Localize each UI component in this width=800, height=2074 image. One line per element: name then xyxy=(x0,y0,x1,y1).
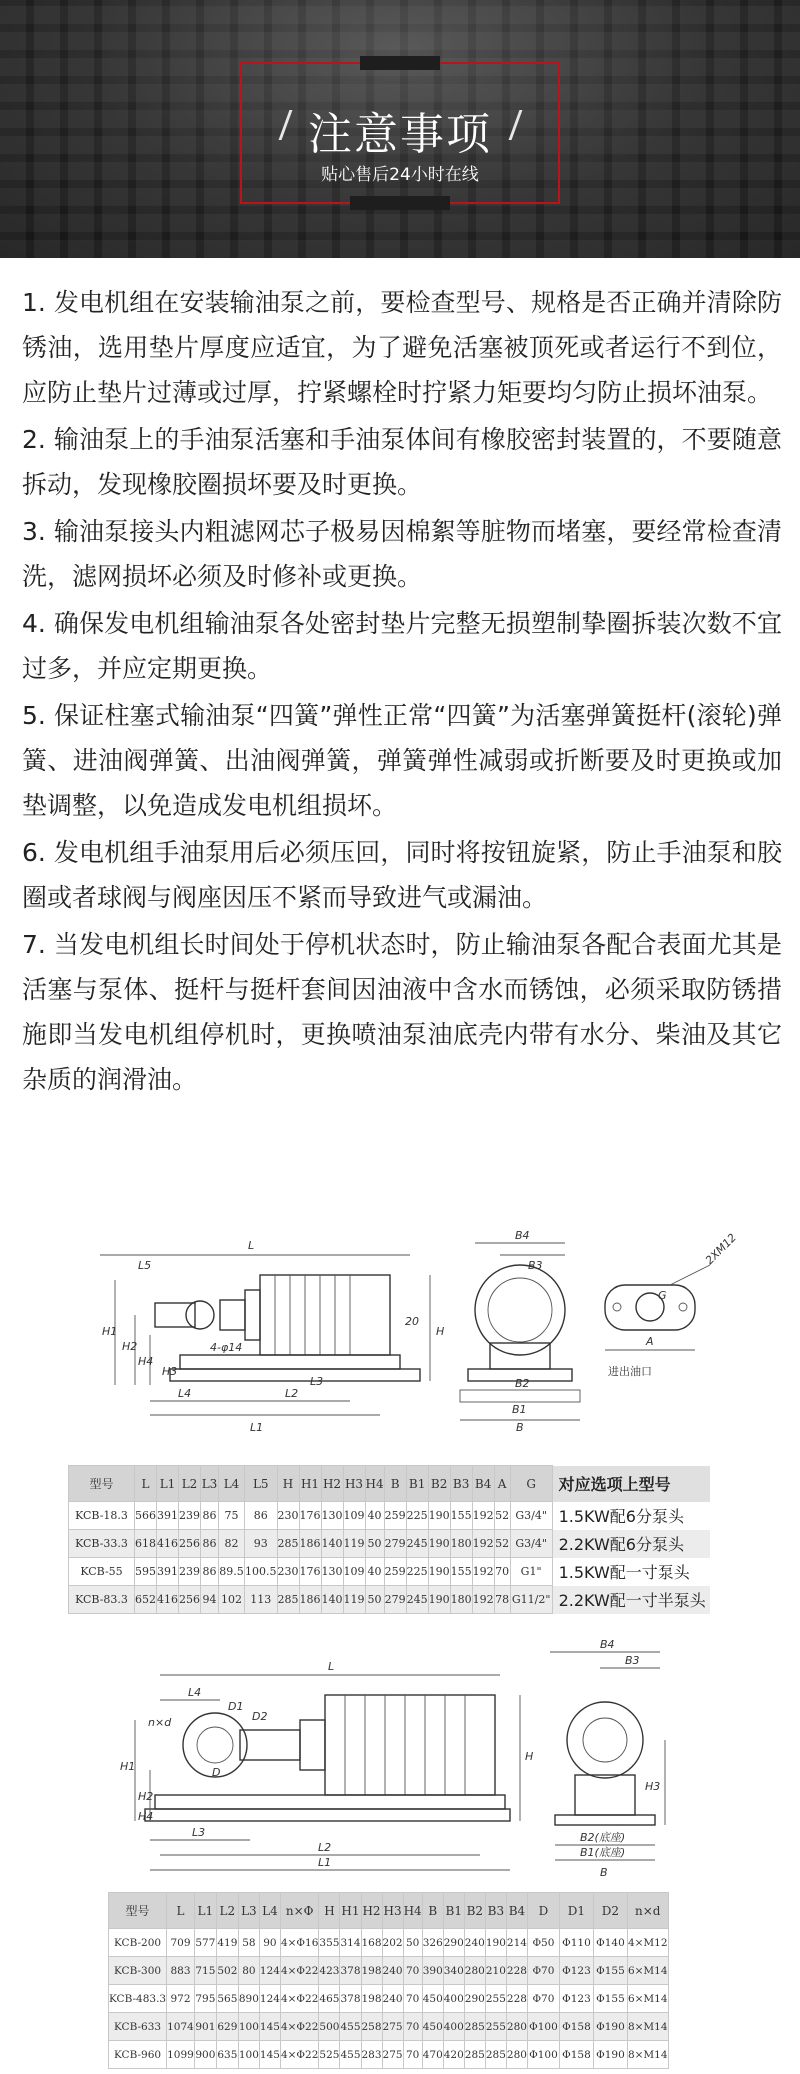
table-cell: 198 xyxy=(361,1957,382,1985)
table-cell: 228 xyxy=(506,1957,527,1985)
dim-label: L xyxy=(248,1239,255,1252)
dim-label: H3 xyxy=(645,1780,661,1793)
table-row xyxy=(109,2041,669,2069)
table-cell: 86 xyxy=(201,1502,219,1530)
table-cell: 465 xyxy=(319,1985,340,2013)
dim-label: H4 xyxy=(138,1355,154,1368)
table-cell: 326 xyxy=(422,1929,443,1957)
table-cell: Φ100 xyxy=(527,2013,559,2041)
dim-label: B4 xyxy=(600,1640,615,1651)
table-cell: 618 xyxy=(135,1530,157,1558)
table-cell: Φ155 xyxy=(593,1985,627,2013)
table-cell: 6×M14 xyxy=(627,1985,668,2013)
table-cell: 109 xyxy=(343,1502,365,1530)
table-cell: 239 xyxy=(179,1502,201,1530)
table-cell: Φ70 xyxy=(527,1985,559,2013)
table-cell: 192 xyxy=(472,1502,494,1530)
table-cell: 502 xyxy=(216,1957,238,1985)
table-cell: 285 xyxy=(485,2041,506,2069)
table-cell: 228 xyxy=(506,1985,527,2013)
table-cell: 280 xyxy=(506,2013,527,2041)
dim-label: L5 xyxy=(138,1259,152,1272)
table-cell: 890 xyxy=(238,1985,259,2013)
table-cell: 470 xyxy=(422,2041,443,2069)
dim-label: L4 xyxy=(188,1686,202,1699)
table-cell: 577 xyxy=(194,1929,216,1957)
table-cell: 124 xyxy=(259,1985,280,2013)
table-header: B3 xyxy=(450,1466,472,1502)
table-cell: 8×M14 xyxy=(627,2013,668,2041)
dim-label: B2(底座) xyxy=(580,1831,626,1844)
table-cell: 283 xyxy=(361,2041,382,2069)
table-cell: 100 xyxy=(238,2041,259,2069)
table-row xyxy=(69,1586,711,1614)
table-cell: 90 xyxy=(259,1929,280,1957)
table-cell: 86 xyxy=(245,1502,278,1530)
dim-label: L4 xyxy=(178,1387,192,1400)
table-cell: 378 xyxy=(340,1957,361,1985)
table-header: H2 xyxy=(321,1466,343,1502)
pump-drawing-2 xyxy=(100,1640,680,1880)
table-cell: 100.5 xyxy=(245,1558,278,1586)
table-header: B3 xyxy=(485,1893,506,1929)
table-cell: 40 xyxy=(365,1502,384,1530)
note-item: 1. 发电机组在安装输油泵之前，要检查型号、规格是否正确并清除防锈油，选用垫片厚度应适宜，为了避免活塞被顶死或者运行不到位，应防止垫片过薄或过厚，拧紧螺栓时拧紧力矩要均匀防止损坏油泵。 xyxy=(22,288,782,407)
dim-label: L2 xyxy=(285,1387,299,1400)
table-cell: 119 xyxy=(343,1530,365,1558)
table-cell: Φ158 xyxy=(559,2041,593,2069)
dim-label: L1 xyxy=(318,1856,332,1869)
table-cell: 82 xyxy=(219,1530,245,1558)
header-banner xyxy=(0,0,800,258)
table-header: H xyxy=(319,1893,340,1929)
dim-label: B xyxy=(600,1866,608,1879)
table-cell: 145 xyxy=(259,2041,280,2069)
table-cell: 190 xyxy=(428,1530,450,1558)
table-cell: 70 xyxy=(403,2041,422,2069)
table-cell: 80 xyxy=(238,1957,259,1985)
frame-gap xyxy=(350,196,450,210)
table-cell-option: 2.2KW配6分泵头 xyxy=(552,1530,710,1558)
table-cell: 192 xyxy=(472,1558,494,1586)
table-cell: 390 xyxy=(422,1957,443,1985)
table-cell: 355 xyxy=(319,1929,340,1957)
table-cell: 378 xyxy=(340,1985,361,2013)
table-cell: 635 xyxy=(216,2041,238,2069)
table-cell: 259 xyxy=(384,1558,406,1586)
dim-label: n×d xyxy=(148,1716,172,1729)
table-header: H1 xyxy=(340,1893,361,1929)
table-header: H xyxy=(277,1466,299,1502)
table-cell: G3/4" xyxy=(510,1530,552,1558)
table-cell: 500 xyxy=(319,2013,340,2041)
table-cell: 140 xyxy=(321,1586,343,1614)
table-cell: Φ155 xyxy=(593,1957,627,1985)
dim-label: B1 xyxy=(512,1403,527,1416)
table-header: A xyxy=(494,1466,510,1502)
dim-label: 4-φ14 xyxy=(210,1341,243,1354)
table-cell: 258 xyxy=(361,2013,382,2041)
dim-label: 2XM12 xyxy=(702,1231,740,1268)
table-cell: 391 xyxy=(157,1558,179,1586)
table-cell: 290 xyxy=(464,1985,485,2013)
table-cell: 4×Φ22 xyxy=(280,2013,318,2041)
table-cell: 416 xyxy=(157,1530,179,1558)
table-cell: 972 xyxy=(167,1985,195,2013)
table-cell: 279 xyxy=(384,1530,406,1558)
table-cell: 652 xyxy=(135,1586,157,1614)
table-cell: 230 xyxy=(277,1558,299,1586)
table-cell: 190 xyxy=(428,1586,450,1614)
table-header: H4 xyxy=(365,1466,384,1502)
table-cell: 52 xyxy=(494,1502,510,1530)
table-cell: 423 xyxy=(319,1957,340,1985)
table-header: H1 xyxy=(299,1466,321,1502)
table-cell: KCB-960 xyxy=(109,2041,167,2069)
table-cell: 285 xyxy=(277,1530,299,1558)
table-cell: 525 xyxy=(319,2041,340,2069)
dim-label: H xyxy=(525,1750,534,1763)
table-row xyxy=(109,1957,669,1985)
note-item: 2. 输油泵上的手油泵活塞和手油泵体间有橡胶密封装置的，不要随意拆动，发现橡胶圈损坏要及时更换。 xyxy=(22,425,782,499)
table-cell: Φ158 xyxy=(559,2013,593,2041)
table-cell: 400 xyxy=(443,2013,464,2041)
table-cell: 119 xyxy=(343,1586,365,1614)
table-cell: 176 xyxy=(299,1558,321,1586)
table-cell: 70 xyxy=(494,1558,510,1586)
table-cell: 94 xyxy=(201,1586,219,1614)
table-header: 型号 xyxy=(109,1893,167,1929)
table-cell: 391 xyxy=(157,1502,179,1530)
table-cell: 4×M12 xyxy=(627,1929,668,1957)
table-header: D1 xyxy=(559,1893,593,1929)
table-row xyxy=(69,1502,711,1530)
table-cell: 280 xyxy=(506,2041,527,2069)
table-cell: KCB-633 xyxy=(109,2013,167,2041)
table-cell: 245 xyxy=(406,1530,428,1558)
table-cell: 230 xyxy=(277,1502,299,1530)
table-cell: Φ70 xyxy=(527,1957,559,1985)
table-cell: 279 xyxy=(384,1586,406,1614)
table-cell: 6×M14 xyxy=(627,1957,668,1985)
table-row xyxy=(69,1530,711,1558)
table-header: H3 xyxy=(343,1466,365,1502)
table-cell: 259 xyxy=(384,1502,406,1530)
table-header: L5 xyxy=(245,1466,278,1502)
table-cell: 256 xyxy=(179,1586,201,1614)
table-header: B1 xyxy=(406,1466,428,1502)
note-item: 3. 输油泵接头内粗滤网芯子极易因棉絮等脏物而堵塞，要经常检查清洗，滤网损坏必须及时修补或更换。 xyxy=(22,517,782,591)
table-cell: 795 xyxy=(194,1985,216,2013)
table-cell: 455 xyxy=(340,2041,361,2069)
table-cell: 285 xyxy=(277,1586,299,1614)
dim-label: H2 xyxy=(122,1340,138,1353)
table-header: L2 xyxy=(216,1893,238,1929)
table-cell: 50 xyxy=(365,1586,384,1614)
table-cell: 155 xyxy=(450,1558,472,1586)
table-cell: 100 xyxy=(238,2013,259,2041)
table-header: L4 xyxy=(259,1893,280,1929)
table-cell: 4×Φ22 xyxy=(280,2041,318,2069)
table-cell: 168 xyxy=(361,1929,382,1957)
page-title: 注意事项 xyxy=(308,109,492,160)
table-cell: 340 xyxy=(443,1957,464,1985)
table-cell: 629 xyxy=(216,2013,238,2041)
table-cell: Φ123 xyxy=(559,1985,593,2013)
dim-label: 进出油口 xyxy=(608,1365,652,1378)
table-cell: 8×M14 xyxy=(627,2041,668,2069)
dim-label: D2 xyxy=(252,1710,268,1723)
dim-label: L3 xyxy=(192,1826,206,1839)
table-cell: 190 xyxy=(485,1929,506,1957)
table-cell: KCB-33.3 xyxy=(69,1530,135,1558)
table-cell: 75 xyxy=(219,1502,245,1530)
table-cell: 210 xyxy=(485,1957,506,1985)
table-cell: 314 xyxy=(340,1929,361,1957)
table-header: B xyxy=(422,1893,443,1929)
table-cell: 155 xyxy=(450,1502,472,1530)
table-cell: 130 xyxy=(321,1558,343,1586)
table-row xyxy=(69,1558,711,1586)
table-cell: 419 xyxy=(216,1929,238,1957)
table-cell: 290 xyxy=(443,1929,464,1957)
table-cell: 275 xyxy=(382,2013,403,2041)
note-item: 6. 发电机组手油泵用后必须压回，同时将按钮旋紧，防止手油泵和胶圈或者球阀与阀座因压不紧而导致进气或漏油。 xyxy=(22,838,782,912)
table-header: B xyxy=(384,1466,406,1502)
page-subtitle: 贴心售后24小时在线 xyxy=(321,165,479,185)
table-cell: 130 xyxy=(321,1502,343,1530)
table-row xyxy=(109,1929,669,1957)
table-cell: 186 xyxy=(299,1530,321,1558)
table-header: L1 xyxy=(157,1466,179,1502)
table-cell: 40 xyxy=(365,1558,384,1586)
table-cell: G3/4" xyxy=(510,1502,552,1530)
table-cell: 901 xyxy=(194,2013,216,2041)
table-cell: 198 xyxy=(361,1985,382,2013)
table-cell: KCB-83.3 xyxy=(69,1586,135,1614)
table-header: L4 xyxy=(219,1466,245,1502)
dim-label: L xyxy=(328,1660,335,1673)
table-cell: 455 xyxy=(340,2013,361,2041)
table-cell: 86 xyxy=(201,1558,219,1586)
table-header-row xyxy=(109,1893,669,1929)
table-header: B2 xyxy=(428,1466,450,1502)
table-cell: 900 xyxy=(194,2041,216,2069)
table-header: B4 xyxy=(506,1893,527,1929)
table-cell: 420 xyxy=(443,2041,464,2069)
table-cell: 192 xyxy=(472,1530,494,1558)
table-cell: 240 xyxy=(382,1985,403,2013)
table-cell: 190 xyxy=(428,1558,450,1586)
table-cell: 113 xyxy=(245,1586,278,1614)
note-item: 4. 确保发电机组输油泵各处密封垫片完整无损塑制挚圈拆装次数不宜过多，并应定期更换。 xyxy=(22,609,782,683)
table-cell: 86 xyxy=(201,1530,219,1558)
table-header: H2 xyxy=(361,1893,382,1929)
table-cell: 715 xyxy=(194,1957,216,1985)
pump-drawing-2-svg xyxy=(100,1640,680,1880)
dim-label: B3 xyxy=(528,1259,543,1272)
dim-label: A xyxy=(646,1335,654,1348)
table-header-option: 对应选项上型号 xyxy=(552,1466,710,1502)
table-cell: 4×Φ22 xyxy=(280,1985,318,2013)
table-cell: 416 xyxy=(157,1586,179,1614)
table-header: B2 xyxy=(464,1893,485,1929)
table-header: 型号 xyxy=(69,1466,135,1502)
table-cell: 109 xyxy=(343,1558,365,1586)
table-cell: 192 xyxy=(472,1586,494,1614)
table-cell: 102 xyxy=(219,1586,245,1614)
spec-table-2 xyxy=(108,1892,669,2069)
table-cell: 1074 xyxy=(167,2013,195,2041)
table-cell: 709 xyxy=(167,1929,195,1957)
note-item: 5. 保证柱塞式输油泵“四簧”弹性正常“四簧”为活塞弹簧挺杆(滚轮)弹簧、进油阀弹簧、出油阀弹簧，弹簧弹性减弱或折断要及时更换或加垫调整，以免造成发电机组损坏。 xyxy=(22,701,782,820)
table-cell: 225 xyxy=(406,1558,428,1586)
pump-drawing-1-svg xyxy=(60,1225,750,1445)
table-cell: Φ100 xyxy=(527,2041,559,2069)
table-cell: 255 xyxy=(485,1985,506,2013)
table-cell: G11/2" xyxy=(510,1586,552,1614)
table-cell: 52 xyxy=(494,1530,510,1558)
table-cell: 93 xyxy=(245,1530,278,1558)
spec-table-1 xyxy=(68,1465,711,1614)
table-header: H4 xyxy=(403,1893,422,1929)
table-cell: 186 xyxy=(299,1586,321,1614)
table-header: G xyxy=(510,1466,552,1502)
dim-label: D1 xyxy=(228,1700,244,1713)
table-cell: Φ140 xyxy=(593,1929,627,1957)
dim-label: H xyxy=(436,1325,445,1338)
table-header: n×Φ xyxy=(280,1893,318,1929)
dim-label: L2 xyxy=(318,1841,332,1854)
table-cell: 566 xyxy=(135,1502,157,1530)
table-header: L2 xyxy=(179,1466,201,1502)
table-cell: 240 xyxy=(382,1957,403,1985)
notes-list xyxy=(22,280,782,1102)
table-header: B4 xyxy=(472,1466,494,1502)
table-cell: 190 xyxy=(428,1502,450,1530)
table-cell: 140 xyxy=(321,1530,343,1558)
table-cell: 400 xyxy=(443,1985,464,2013)
table-cell: 70 xyxy=(403,1985,422,2013)
frame-gap xyxy=(360,56,440,70)
table-cell: 285 xyxy=(464,2041,485,2069)
dim-label: B2 xyxy=(515,1377,530,1390)
table-row xyxy=(109,1985,669,2013)
table-cell: 70 xyxy=(403,1957,422,1985)
table-cell: 450 xyxy=(422,1985,443,2013)
table-header: L3 xyxy=(201,1466,219,1502)
table-cell: 225 xyxy=(406,1502,428,1530)
dim-label: H1 xyxy=(120,1760,136,1773)
table-header-row xyxy=(69,1466,711,1502)
table-header: L3 xyxy=(238,1893,259,1929)
dim-label: G xyxy=(658,1289,667,1302)
table-header: D xyxy=(527,1893,559,1929)
table-cell: 176 xyxy=(299,1502,321,1530)
table-row xyxy=(109,2013,669,2041)
dim-label: B3 xyxy=(625,1654,640,1667)
table-cell: KCB-55 xyxy=(69,1558,135,1586)
table-cell: 70 xyxy=(403,2013,422,2041)
table-cell: 883 xyxy=(167,1957,195,1985)
table-cell: 595 xyxy=(135,1558,157,1586)
table-cell: Φ190 xyxy=(593,2041,627,2069)
dim-label: H4 xyxy=(138,1810,154,1823)
dim-label: B xyxy=(516,1421,524,1434)
table-cell-option: 1.5KW配6分泵头 xyxy=(552,1502,710,1530)
note-item: 7. 当发电机组长时间处于停机状态时，防止输油泵各配合表面尤其是活塞与泵体、挺杆与挺杆套间因油液中含水而锈蚀，必须采取防锈措施即当发电机组停机时，更换喷油泵油底壳内带有水分、柴油及其它杂质的润滑油。 xyxy=(22,930,782,1094)
table-cell: 180 xyxy=(450,1530,472,1558)
dim-label: B4 xyxy=(515,1229,530,1242)
table-cell-option: 2.2KW配一寸半泵头 xyxy=(552,1586,710,1614)
table-cell: KCB-483.3 xyxy=(109,1985,167,2013)
table-cell: KCB-300 xyxy=(109,1957,167,1985)
table-cell: 180 xyxy=(450,1586,472,1614)
table-cell: 275 xyxy=(382,2041,403,2069)
table-cell: 1099 xyxy=(167,2041,195,2069)
table-cell: 256 xyxy=(179,1530,201,1558)
table-cell: KCB-18.3 xyxy=(69,1502,135,1530)
table-cell: KCB-200 xyxy=(109,1929,167,1957)
table-cell: 4×Φ22 xyxy=(280,1957,318,1985)
table-cell: 50 xyxy=(365,1530,384,1558)
table-cell: Φ123 xyxy=(559,1957,593,1985)
table-cell: 78 xyxy=(494,1586,510,1614)
table-cell: 245 xyxy=(406,1586,428,1614)
dim-label: H3 xyxy=(162,1365,178,1378)
table-cell: 124 xyxy=(259,1957,280,1985)
table-cell: 285 xyxy=(464,2013,485,2041)
dim-label: H2 xyxy=(138,1790,154,1803)
pump-drawing-1 xyxy=(60,1225,750,1445)
table-cell: 202 xyxy=(382,1929,403,1957)
table-cell: 214 xyxy=(506,1929,527,1957)
dim-label: D xyxy=(212,1766,221,1779)
table-cell: 89.5 xyxy=(219,1558,245,1586)
table-header: B1 xyxy=(443,1893,464,1929)
dim-label: L3 xyxy=(310,1375,324,1388)
dim-label: L1 xyxy=(250,1421,264,1434)
table-cell-option: 1.5KW配一寸泵头 xyxy=(552,1558,710,1586)
table-cell: 280 xyxy=(464,1957,485,1985)
table-header: L1 xyxy=(194,1893,216,1929)
table-cell: Φ190 xyxy=(593,2013,627,2041)
dim-label: H1 xyxy=(102,1325,118,1338)
table-cell: Φ50 xyxy=(527,1929,559,1957)
table-cell: 255 xyxy=(485,2013,506,2041)
dim-label: B1(底座) xyxy=(580,1846,626,1859)
table-cell: Φ110 xyxy=(559,1929,593,1957)
table-cell: 50 xyxy=(403,1929,422,1957)
table-header: L xyxy=(167,1893,195,1929)
dim-label: 20 xyxy=(405,1315,419,1328)
table-header: L xyxy=(135,1466,157,1502)
table-cell: 239 xyxy=(179,1558,201,1586)
table-header: D2 xyxy=(593,1893,627,1929)
table-cell: 4×Φ16 xyxy=(280,1929,318,1957)
table-cell: 58 xyxy=(238,1929,259,1957)
table-header: H3 xyxy=(382,1893,403,1929)
table-cell: 565 xyxy=(216,1985,238,2013)
table-header: n×d xyxy=(627,1893,668,1929)
table-cell: G1" xyxy=(510,1558,552,1586)
table-cell: 240 xyxy=(464,1929,485,1957)
table-cell: 450 xyxy=(422,2013,443,2041)
table-cell: 145 xyxy=(259,2013,280,2041)
